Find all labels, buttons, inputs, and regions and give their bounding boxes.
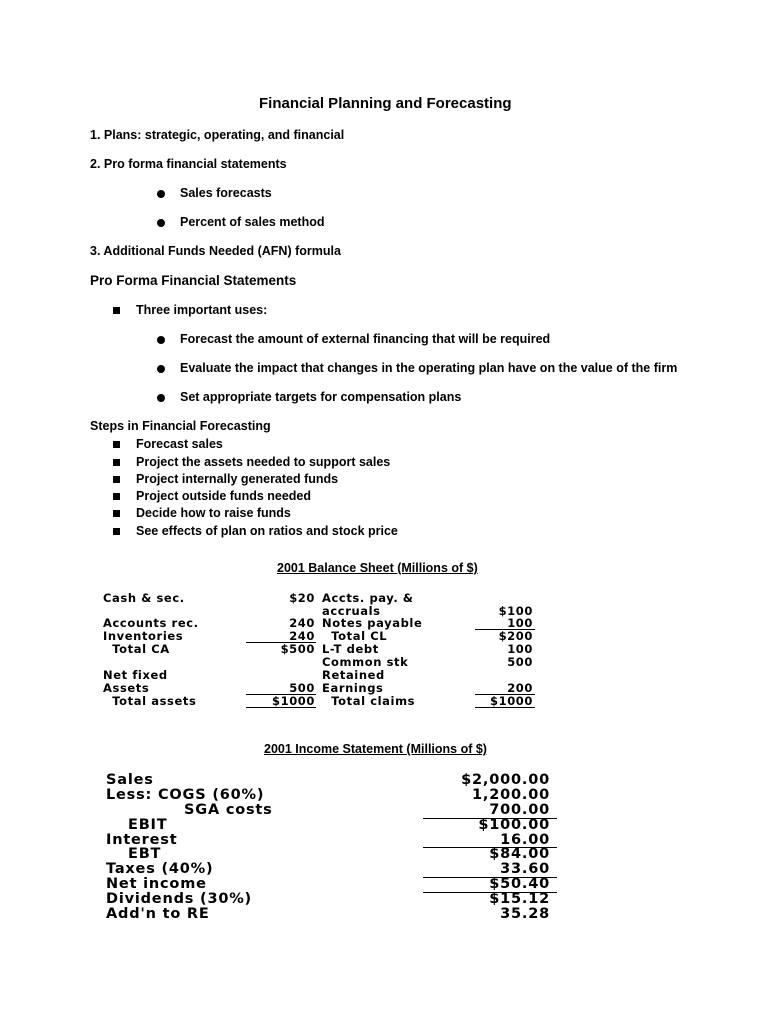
steps-heading: Steps in Financial Forecasting	[90, 419, 271, 433]
bs-right-label: L-T debt	[322, 642, 379, 656]
bs-right-value: $200	[498, 629, 533, 643]
is-value: $50.40	[489, 876, 550, 892]
use-item: Evaluate the impact that changes in the operating plan have on the value of the firm	[180, 361, 678, 375]
bs-left-label: Cash & sec.	[103, 591, 185, 605]
bullet-dot-icon	[157, 190, 165, 198]
is-label: SGA costs	[184, 802, 273, 818]
total-rule	[475, 694, 535, 695]
step-item: Project internally generated funds	[136, 472, 339, 486]
total-rule	[423, 892, 557, 893]
bs-left-label: Inventories	[103, 629, 184, 643]
is-label: Sales	[106, 772, 154, 788]
bullet-dot-icon	[157, 219, 165, 227]
bs-left-value: 240	[289, 616, 315, 630]
bs-left-value: $500	[280, 642, 315, 656]
page-title: Financial Planning and Forecasting	[259, 95, 512, 112]
bs-right-label: Accts. pay. &	[322, 591, 414, 605]
bullet-square-icon	[113, 528, 120, 535]
balance-sheet-title: 2001 Balance Sheet (Millions of $)	[277, 561, 478, 575]
outline-item-3: 3. Additional Funds Needed (AFN) formula	[90, 244, 341, 258]
total-rule	[423, 877, 557, 878]
bs-right-label: Common stk	[322, 655, 409, 669]
step-item: Project the assets needed to support sales	[136, 455, 391, 469]
step-item: See effects of plan on ratios and stock price	[136, 524, 398, 538]
is-value: 16.00	[500, 832, 550, 848]
outline-item-2: 2. Pro forma financial statements	[90, 157, 287, 171]
total-rule	[246, 694, 316, 695]
bullet-dot-icon	[157, 365, 165, 373]
step-item: Forecast sales	[136, 437, 223, 451]
bullet-square-icon	[113, 459, 120, 466]
bs-right-value: 100	[507, 616, 533, 630]
bullet-square-icon	[113, 441, 120, 448]
bs-left-value: $1000	[271, 694, 315, 708]
bs-right-value: 500	[507, 655, 533, 669]
bullet-dot-icon	[157, 336, 165, 344]
use-item: Forecast the amount of external financing that will be required	[180, 332, 551, 346]
bs-left-value: $20	[289, 591, 315, 605]
is-value: $15.12	[489, 891, 550, 907]
bullet-square-icon	[113, 307, 120, 314]
is-value: $2,000.00	[461, 772, 550, 788]
bs-left-label: Total assets	[103, 694, 197, 708]
total-rule	[246, 642, 316, 643]
bs-right-label: Earnings	[322, 681, 384, 695]
bullet-square-icon	[113, 493, 120, 500]
bullet-square-icon	[113, 476, 120, 483]
bs-right-value: $100	[498, 604, 533, 618]
bs-left-label: Accounts rec.	[103, 616, 199, 630]
is-value: 1,200.00	[472, 787, 550, 803]
outline-subitem: Percent of sales method	[180, 215, 325, 229]
bs-right-value: 100	[507, 642, 533, 656]
total-rule	[246, 707, 316, 708]
income-statement-title: 2001 Income Statement (Millions of $)	[264, 742, 487, 756]
is-value: $100.00	[478, 817, 550, 833]
bs-left-value: 240	[289, 629, 315, 643]
use-item: Set appropriate targets for compensation plans	[180, 390, 462, 404]
step-item: Project outside funds needed	[136, 489, 312, 503]
bs-left-label: Net fixed	[103, 668, 168, 682]
bs-right-label: Notes payable	[322, 616, 423, 630]
total-rule	[475, 707, 535, 708]
bs-left-value: 500	[289, 681, 315, 695]
uses-label: Three important uses:	[136, 303, 268, 317]
bs-left-label: Total CA	[103, 642, 170, 656]
bs-right-value: 200	[507, 681, 533, 695]
step-item: Decide how to raise funds	[136, 506, 291, 520]
is-label: Dividends (30%)	[106, 891, 252, 907]
total-rule	[423, 818, 557, 819]
is-label: EBIT	[128, 817, 168, 833]
is-value: 33.60	[500, 861, 550, 877]
is-label: Net income	[106, 876, 207, 892]
bs-right-value: $1000	[489, 694, 533, 708]
is-label: Taxes (40%)	[106, 861, 214, 877]
is-value: 35.28	[500, 906, 550, 922]
bs-right-label: Retained	[322, 668, 385, 682]
bs-right-label: Total claims	[322, 694, 416, 708]
bullet-square-icon	[113, 510, 120, 517]
total-rule	[475, 629, 535, 630]
is-value: $84.00	[489, 846, 550, 862]
pro-forma-heading: Pro Forma Financial Statements	[90, 273, 297, 288]
is-label: Add'n to RE	[106, 906, 210, 922]
is-label: EBT	[128, 846, 162, 862]
bs-left-label: Assets	[103, 681, 150, 695]
total-rule	[423, 847, 557, 848]
is-label: Less: COGS (60%)	[106, 787, 265, 803]
bullet-dot-icon	[157, 394, 165, 402]
bs-right-label: accruals	[322, 604, 381, 618]
bs-right-label: Total CL	[322, 629, 388, 643]
outline-item-1: 1. Plans: strategic, operating, and financial	[90, 128, 345, 142]
outline-subitem: Sales forecasts	[180, 186, 272, 200]
is-value: 700.00	[489, 802, 550, 818]
is-label: Interest	[106, 832, 178, 848]
